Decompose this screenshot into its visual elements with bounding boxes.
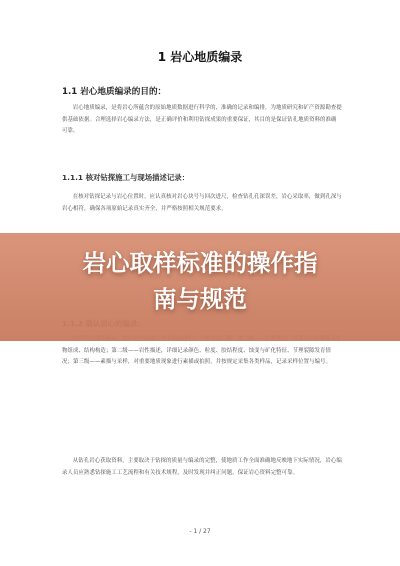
subsection-paragraph: 从钻孔岩心获取资料，主要取决于钻探的质量与编录的完整，使地质工作全面准确地反映地下实际情况，岩心编录人员应熟悉钻探施工工艺流程和有关技术规程，及时发现并纠正问题，保证岩心资料完整可靠。 <box>62 458 342 476</box>
banner-title-line: 南与规范 <box>153 285 247 313</box>
section-paragraph: 岩心地质编录，是将岩心所蕴含的原始地质数据进行科学的、准确的记录和编排，为地质研究和矿产资源勘查提供基础依据。合理选择岩心编录方法，是正确评价和利用钻探成果的重要保证，其目的是保证钻孔地质资料的准确可靠。 <box>62 105 342 135</box>
subsection-paragraph: 在核对钻探记录与岩心位置时，应认真核对岩心块号与回次进尺，检查钻孔孔深误差，岩心采取率，做到孔深与岩心相符，确保各项原始记录真实齐全，并严格按照相关规范要求。 <box>62 194 342 212</box>
chapter-title: 1 岩心地质编录 <box>157 50 243 64</box>
subsection-paragraph: 物组成、结构构造；第二级——岩性描述，详细记录颜色、粒度、胶结程度、蚀变与矿化特征、节理裂隙发育情况；第三级——素描与采样，对重要地质现象进行素描或拍照，并按规定采集各类样品，记录采样位置与编号。 <box>62 347 332 366</box>
subsection-heading: 1.1.1 核对钻探施工与现场描述记录： <box>62 173 190 182</box>
banner-title <box>0 245 400 317</box>
section-heading: 1.1 岩心地质编录的目的： <box>62 87 167 97</box>
banner-title-line: 岩心取样标准的操作指 <box>82 249 318 277</box>
page-number: - 1 / 27 <box>189 528 211 535</box>
